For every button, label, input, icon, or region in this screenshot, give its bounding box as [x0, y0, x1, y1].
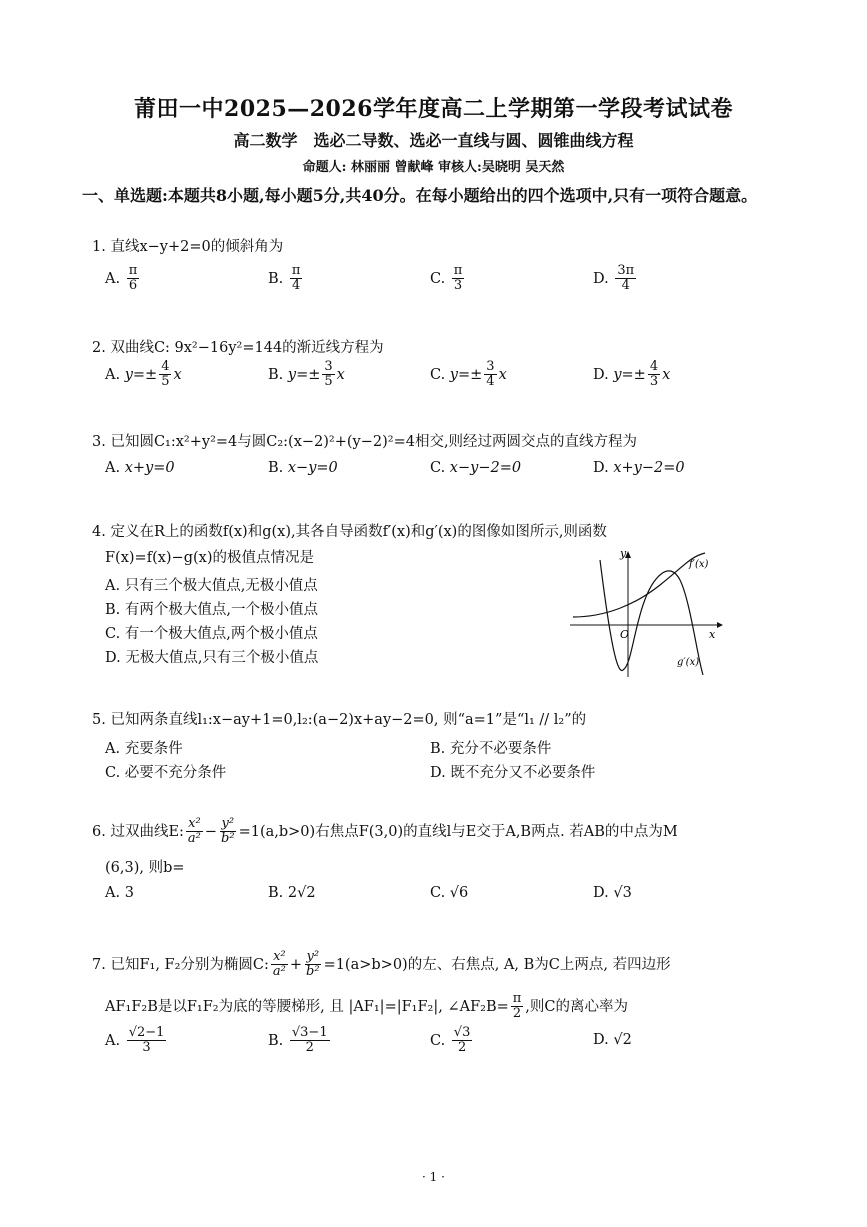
q6-option-b: B. 2√2: [268, 885, 316, 901]
x-axis-arrow: [717, 622, 723, 628]
question-6-stem-line2: (6,3), 则b=: [105, 860, 185, 876]
q4-option-c: C. 有一个极大值点,两个极小值点: [105, 626, 318, 642]
exam-subtitle: 高二数学 选必二导数、选必一直线与圆、圆锥曲线方程: [233, 131, 634, 150]
section-heading: 一、单选题:本题共8小题,每小题5分,共40分。在每小题给出的四个选项中,只有一项符合题意。: [82, 186, 758, 205]
question-5-stem: 5. 已知两条直线l₁:x−ay+1=0,l₂:(a−2)x+ay−2=0, 则“a=1”是“l₁ // l₂”的: [92, 712, 587, 728]
question-6-stem: 6. 过双曲线E: $\frac{\text{x²}}{\text{a²}}$ − $\frac{\text{y²}}{\text{b²}}$ =1(a,b>0)右焦点F(3,0)的直线l与E交于A,B两点. 若AB的中点为M: [92, 816, 678, 847]
question-7-stem: 7. 已知F₁, F₂分别为椭圆C: $\frac{\text{x²}}{\text{a²}}$ + $\frac{\text{y²}}{\text{b²}}$ =1(a>b>0)的左、右焦点, A, B为C上两点, 若四边形: [92, 949, 671, 980]
q3-option-d: D. x+y−2=0: [593, 460, 685, 476]
question-4-stem-line2: F(x)=f(x)−g(x)的极值点情况是: [105, 550, 314, 566]
q6-option-c: C. √6: [430, 885, 469, 901]
f-prime-label: f′(x): [689, 559, 709, 570]
q2-option-a: A. y=± $\frac{4}{5}$ x: [105, 359, 182, 390]
question-4-stem: 4. 定义在R上的函数f(x)和g(x),其各自导函数f′(x)和g′(x)的图像如图所示,则函数: [92, 524, 607, 540]
q1-option-d: D. $\frac{3\pi}{4}$: [593, 263, 635, 294]
q7-option-c: C. $\frac{√3}{2}$: [430, 1025, 471, 1056]
q5-option-b: B. 充分不必要条件: [430, 741, 552, 757]
q4-option-a: A. 只有三个极大值点,无极小值点: [105, 578, 318, 594]
q7-option-b: B. $\frac{√3-1}{2}$: [268, 1025, 328, 1056]
q7-option-a: A. $\frac{√2-1}{3}$: [105, 1025, 165, 1056]
question-1-stem: 1. 直线x−y+2=0的倾斜角为: [92, 239, 284, 255]
q1-option-a-value: $\frac{\pi}{6}$: [128, 263, 138, 294]
q4-option-d: D. 无极大值点,只有三个极小值点: [105, 650, 319, 666]
exam-setters: 命题人: 林丽丽 曾献峰 审核人:吴晓明 吴天然: [302, 160, 565, 175]
origin-label: O: [620, 628, 630, 641]
q2-option-c: C. y=± $\frac{3}{4}$ x: [430, 359, 507, 390]
question-2-stem: 2. 双曲线C: 9x²−16y²=144的渐近线方程为: [92, 340, 384, 356]
q3-option-c: C. x−y−2=0: [430, 460, 522, 476]
q2-option-b: B. y=± $\frac{3}{5}$ x: [268, 359, 345, 390]
q3-option-b: B. x−y=0: [268, 460, 338, 476]
q3-option-a: A. x+y=0: [105, 460, 175, 476]
g-prime-label: g′(x): [677, 657, 700, 668]
question-3-stem: 3. 已知圆C₁:x²+y²=4与圆C₂:(x−2)²+(y−2)²=4相交,则经过两圆交点的直线方程为: [92, 434, 638, 450]
page-number: · 1 ·: [422, 1170, 445, 1184]
q6-option-a: A. 3: [105, 885, 134, 901]
q5-option-d: D. 既不充分又不必要条件: [430, 765, 596, 781]
x-axis-label: x: [709, 628, 716, 641]
q1-option-c: C. $\frac{\pi}{3}$: [430, 263, 463, 294]
q4-derivative-graph: [565, 545, 725, 680]
exam-title: 莆田一中2025—2026学年度高二上学期第一学段考试试卷: [134, 96, 733, 122]
q1-option-a: A. $\frac{\pi}{6}$: [105, 263, 138, 294]
question-7-stem-line2: AF₁F₂B是以F₁F₂为底的等腰梯形, 且 |AF₁|=|F₁F₂|, ∠AF₂B= $\frac{\pi}{2}$ ,则C的离心率为: [105, 991, 628, 1022]
q5-option-a: A. 充要条件: [105, 741, 183, 757]
q5-option-c: C. 必要不充分条件: [105, 765, 227, 781]
q1-option-b: B. $\frac{\pi}{4}$: [268, 263, 301, 294]
q6-option-d: D. √3: [593, 885, 632, 901]
q4-option-b: B. 有两个极大值点,一个极小值点: [105, 602, 318, 618]
g-prime-curve: [573, 553, 705, 617]
q7-option-d: D. √2: [593, 1032, 632, 1048]
q2-option-d: D. y=± $\frac{4}{3}$ x: [593, 359, 671, 390]
y-axis-label: y: [620, 547, 627, 560]
